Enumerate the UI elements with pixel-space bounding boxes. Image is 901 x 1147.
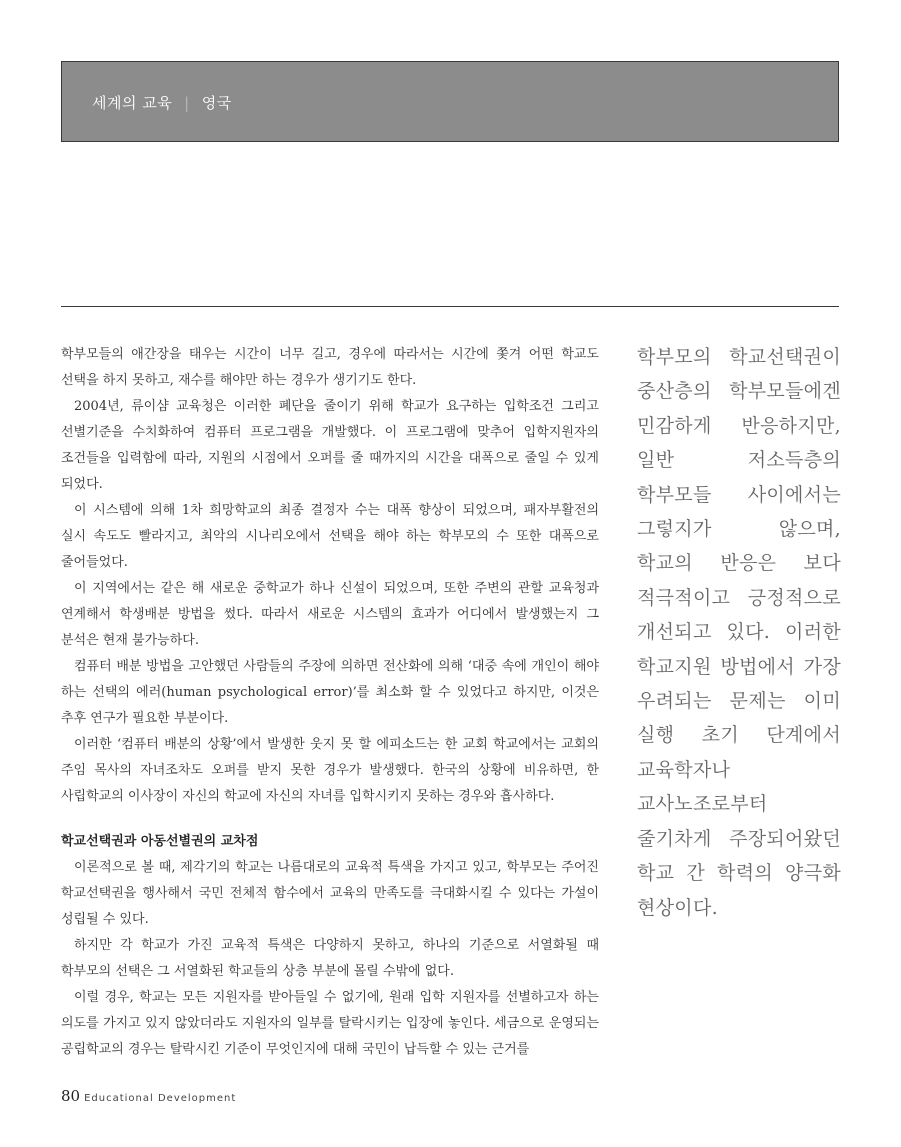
paragraph: 학부모들의 애간장을 태우는 시간이 너무 길고, 경우에 따라서는 시간에 쫓겨 어떤 학교도 선택을 하지 못하고, 재수를 해야만 하는 경우가 생기기도 한다. [61, 347, 599, 388]
article-body [61, 342, 599, 1063]
paragraph: 이론적으로 볼 때, 제각기의 학교는 나름대로의 교육적 특색을 가지고 있고, 학부모는 주어진 학교선택권을 행사해서 국민 전체적 함수에서 교육의 만족도를 극대화시킬 수 있다는 가설이 성립될 수 있다. [61, 860, 599, 927]
horizontal-rule [61, 306, 839, 307]
paragraph: 컴퓨터 배분 방법을 고안했던 사람들의 주장에 의하면 전산화에 의해 ‘대중 속에 개인이 해야 하는 선택의 에러(human psychological error)’를 최소화 할 수 있었다고 하지만, 이것은 추후 연구가 필요한 부분이다. [61, 659, 599, 726]
country-label: 영국 [201, 94, 232, 112]
paragraph: 하지만 각 학교가 가진 교육적 특색은 다양하지 못하고, 하나의 기준으로 서열화될 때 학부모의 선택은 그 서열화된 학교들의 상층 부분에 몰릴 수밖에 없다. [61, 938, 599, 979]
pull-quote: 학부모의 학교선택권이 중산층의 학부모들에겐 민감하게 반응하지만, 일반 저소득층의 학부모들 사이에서는 그렇지가 않으며, 학교의 반응은 보다 적극적이고 긍정적으로 개선되고 있다. 이러한 학교지원 방법에서 가장 우려되는 문제는 이미 실행 초기 단계에서 교육학자나 교사노조로부터 줄기차게 주장되어왔던 학교 간 학력의 양극화 현상이다. [637, 346, 841, 919]
publication-name: Educational Development [84, 1093, 237, 1104]
section-subheading: 학교선택권과 아동선별권의 교차점 [61, 834, 259, 849]
section-header-title [92, 92, 232, 113]
section-header-band [61, 61, 839, 142]
header-separator: | [184, 94, 190, 112]
paragraph: 이 지역에서는 같은 해 새로운 중학교가 하나 신설이 되었으며, 또한 주변의 관할 교육청과 연계해서 학생배분 방법을 썼다. 따라서 새로운 시스템의 효과가 어디에서 발생했는지 그 분석은 현재 불가능하다. [61, 581, 599, 648]
paragraph: 이 시스템에 의해 1차 희망학교의 최종 결정자 수는 대폭 향상이 되었으며, 패자부활전의 실시 속도도 빨라지고, 최악의 시나리오에서 선택을 해야 하는 학부모의 수 또한 대폭으로 줄어들었다. [61, 503, 599, 570]
paragraph: 이럴 경우, 학교는 모든 지원자를 받아들일 수 없기에, 원래 입학 지원자를 선별하고자 하는 의도를 가지고 있지 않았더라도 지원자의 일부를 탈락시키는 입장에 놓인다. 세금으로 운영되는 공립학교의 경우는 탈락시킨 기준이 무엇인지에 대해 국민이 납득할 수 있는 근거를 [61, 990, 599, 1057]
page-footer [61, 1086, 236, 1105]
page-number: 80 [61, 1087, 81, 1105]
paragraph: 이러한 ‘컴퓨터 배분의 상황’에서 발생한 웃지 못 할 에피소드는 한 교회 학교에서는 교회의 주임 목사의 자녀조차도 오퍼를 받지 못한 경우가 발생했다. 한국의 상황에 비유하면, 한 사립학교의 이사장이 자신의 학교에 자신의 자녀를 입학시키지 못하는 경우와 흡사하다. [61, 737, 599, 804]
section-label: 세계의 교육 [92, 94, 173, 112]
paragraph: 2004년, 류이샴 교육청은 이러한 폐단을 줄이기 위해 학교가 요구하는 입학조건 그리고 선별기준을 수치화하여 컴퓨터 프로그램을 개발했다. 이 프로그램에 맞추어 입학지원자의 조건들을 입력함에 따라, 지원의 시점에서 오퍼를 줄 때까지의 시간을 대폭으로 줄일 수 있게 되었다. [61, 399, 599, 492]
